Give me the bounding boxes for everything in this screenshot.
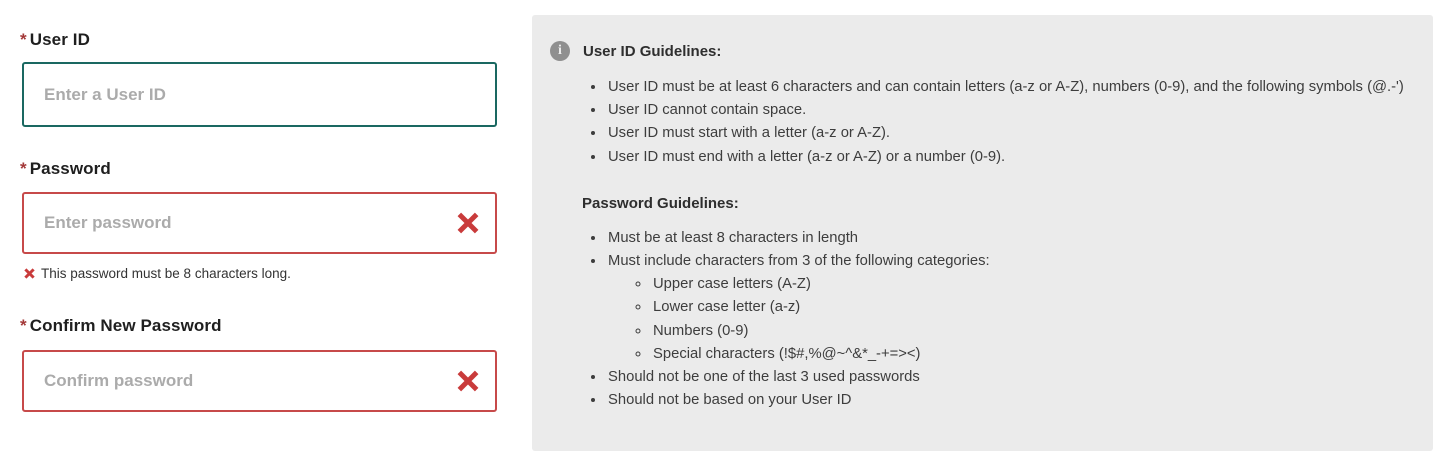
- user-id-guidelines-list: [532, 76, 1433, 169]
- confirm-password-label: [20, 316, 222, 336]
- user-id-label: [20, 30, 90, 50]
- password-error-message: [24, 266, 291, 281]
- guideline-item: • User ID must end with a letter (a-z or A-Z) or a number (0-9).: [606, 146, 1433, 169]
- guideline-item: • User ID cannot contain space.: [606, 99, 1433, 122]
- password-input[interactable]: [24, 194, 495, 252]
- user-id-input[interactable]: [24, 64, 495, 125]
- confirm-password-label-text: Confirm New Password: [29, 316, 222, 335]
- password-guidelines-title: Password Guidelines:: [582, 194, 739, 212]
- guideline-item: • User ID must be at least 6 characters and can contain letters (a-z or A-Z), numbers (0-9), and the following symbols (@.-'): [606, 76, 1433, 99]
- guideline-item: • Should not be based on your User ID: [606, 389, 1433, 412]
- user-id-field-wrap: [22, 62, 497, 127]
- guideline-item: • Should not be one of the last 3 used passwords: [606, 366, 1433, 389]
- password-error-text: This password must be 8 characters long.: [41, 266, 291, 281]
- required-asterisk: *: [20, 159, 27, 178]
- info-icon: i: [550, 41, 570, 61]
- confirm-password-field-wrap: [22, 350, 497, 412]
- password-categories-list: [608, 273, 1433, 366]
- guideline-subitem: ◦ Special characters (!$#,%@~^&*_-+=><): [651, 343, 1433, 366]
- confirm-password-input[interactable]: [24, 352, 495, 410]
- guideline-subitem: ◦ Numbers (0-9): [651, 320, 1433, 343]
- error-x-icon: [455, 210, 481, 236]
- password-guidelines-list: [532, 227, 1433, 413]
- guideline-item: • User ID must start with a letter (a-z or A-Z).: [606, 122, 1433, 145]
- user-id-label-text: User ID: [29, 30, 90, 49]
- password-label-text: Password: [29, 159, 111, 178]
- user-id-guidelines-header: [532, 15, 1433, 61]
- guideline-item: [606, 250, 1433, 366]
- guideline-item-text: Must include characters from 3 of the following categories:: [608, 253, 990, 270]
- guideline-subitem: ◦ Lower case letter (a-z): [651, 296, 1433, 319]
- guideline-item: • Must be at least 8 characters in length: [606, 227, 1433, 250]
- guideline-subitem: ◦ Upper case letters (A-Z): [651, 273, 1433, 296]
- error-x-icon: [455, 368, 481, 394]
- required-asterisk: *: [20, 316, 27, 335]
- password-label: [20, 159, 111, 179]
- guidelines-panel: [532, 15, 1433, 451]
- required-asterisk: *: [20, 30, 27, 49]
- password-field-wrap: [22, 192, 497, 254]
- error-small-x-icon: [24, 268, 35, 279]
- user-id-guidelines-title: User ID Guidelines:: [583, 42, 722, 60]
